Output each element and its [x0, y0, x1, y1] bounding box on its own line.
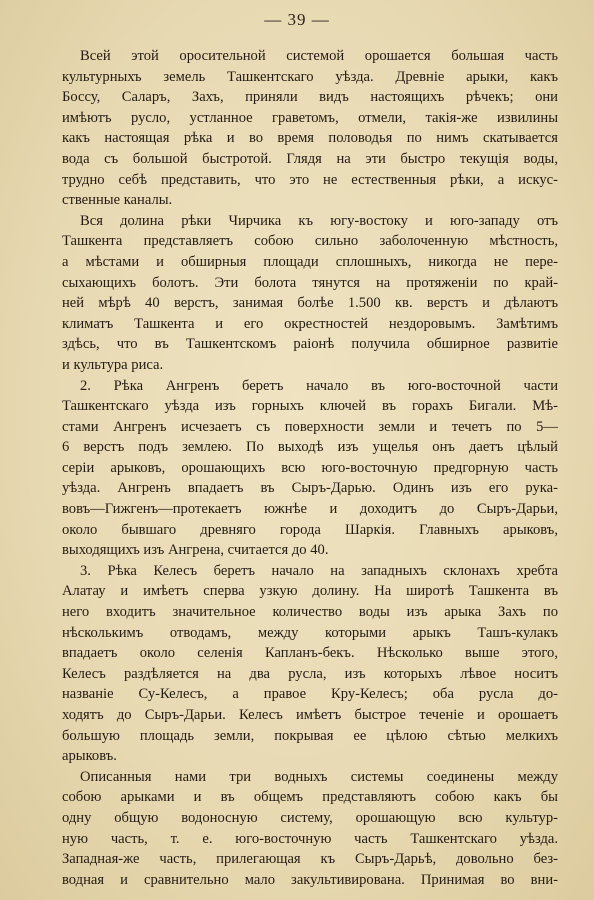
text-line: вода съ большой быстротой. Глядя на эти быстро текущія воды, — [62, 150, 558, 167]
text-line: водная и сравнительно мало закультивирована. Принимая во вни- — [62, 871, 558, 888]
text-line: и культура риса. — [62, 356, 164, 373]
text-line: здѣсь, что въ Ташкентскомъ раіонѣ получила обширное развитіе — [62, 336, 558, 353]
text-line: нѣсколькимъ отводамъ, между которыми арыкъ Ташъ-кулакъ — [62, 624, 558, 641]
text-line: Западная-же часть, прилегающая къ Сыръ-Дарьѣ, довольно без- — [62, 851, 558, 868]
text-line: впадаетъ около селенія Капланъ-бекъ. Нѣсколько выше этого, — [62, 645, 558, 662]
text-line: ную часть, т. е. юго-восточную часть Ташкентскаго уѣзда. — [62, 830, 558, 847]
text-line: культурныхъ земель Ташкентскаго уѣзда. Древніе арыки, какъ — [62, 68, 558, 85]
text-line: 3. Рѣка Келесъ беретъ начало на западныхъ склонахъ хребта — [80, 562, 558, 579]
text-line: серіи арыковъ, орошающихъ всю юго-восточную предгорную часть — [62, 459, 558, 476]
paragraph-water-systems — [62, 767, 558, 891]
text-line: Всей этой оросительной системой орошается большая часть — [80, 48, 558, 64]
text-line: 6 верстъ подъ землею. По выходѣ изъ ущелья онъ даетъ цѣлый — [62, 439, 558, 456]
text-line: трудно себѣ представить, что это не естественныя рѣки, а искус- — [62, 171, 558, 188]
text-line: Описанныя нами три водныхъ системы соединены между — [80, 768, 558, 785]
text-line: уѣзда. Ангренъ впадаетъ въ Сыръ-Дарью. Одинъ изъ его рука- — [62, 480, 558, 497]
text-line: выходящихъ изъ Ангрена, считается до 40. — [62, 542, 329, 559]
text-line: одну общую водоносную систему, орошающую всю культур- — [62, 809, 558, 826]
text-line: собою арыками и въ общемъ представляютъ собою какъ бы — [62, 789, 558, 806]
text-line: вовъ—Гижгенъ—протекаетъ южнѣе и доходитъ до Сыръ-Дарьи, — [62, 501, 558, 518]
text-line: арыковъ. — [62, 748, 117, 765]
text-line: Ташкента представляетъ собою сильно заболоченную мѣстность, — [62, 233, 558, 250]
text-line: ственные каналы. — [62, 192, 173, 209]
text-line: сыхающихъ болотъ. Эти болота тянутся на протяженіи по край- — [62, 274, 558, 291]
text-line: ней мѣрѣ 40 верстъ, занимая болѣе 1.500 кв. верстъ и дѣлаютъ — [62, 295, 558, 312]
text-line: него входитъ значительное количество воды изъ арыка Захъ по — [62, 604, 558, 621]
text-line: названіе Су-Келесъ, а правое Кру-Келесъ; оба русла до- — [62, 686, 558, 703]
paragraph-chirchik-valley — [62, 211, 558, 376]
paragraph-angren-river — [62, 376, 558, 561]
text-line: Алатау и имѣетъ сперва узкую долину. На широтѣ Ташкента въ — [62, 583, 558, 600]
text-line: большую площадь земли, покрывая ее цѣлою сѣтью мелкихъ — [62, 727, 558, 744]
page-body — [62, 46, 558, 890]
paragraph-irrigation-system — [62, 46, 558, 211]
text-line: а мѣстами и обширныя площади сплошныхъ, никогда не пере- — [62, 253, 558, 270]
text-line: какъ настоящая рѣка и во время половодья по нимъ скатывается — [62, 130, 558, 147]
text-line: Вся долина рѣки Чирчика къ югу-востоку и юго-западу отъ — [80, 212, 558, 229]
text-line: Боссу, Саларъ, Захъ, приняли видъ настоящихъ рѣчекъ; они — [62, 89, 558, 106]
paragraph-keles-river — [62, 561, 558, 767]
text-line: климатъ Ташкента и его окрестностей нездоровымъ. Замѣтимъ — [62, 315, 558, 332]
text-line: имѣютъ русло, устланное граветомъ, отмели, такія-же извилины — [62, 109, 558, 126]
text-line: ходятъ до Сыръ-Дарьи. Келесъ имѣетъ быстрое теченіе и орошаетъ — [62, 707, 558, 723]
text-line: стами Ангренъ исчезаетъ съ поверхности земли и течетъ по 5— — [62, 418, 558, 435]
page-number: — 39 — — [264, 10, 330, 29]
text-line: Ташкентскаго уѣзда изъ горныхъ ключей въ горахъ Бигали. Мѣ- — [62, 398, 558, 415]
text-line: Келесъ раздѣляется на два русла, изъ которыхъ лѣвое носитъ — [62, 665, 558, 682]
text-line: около бывшаго древняго города Шаркія. Главныхъ арыковъ, — [62, 521, 558, 538]
text-line: 2. Рѣка Ангренъ беретъ начало въ юго-восточной части — [80, 377, 558, 394]
